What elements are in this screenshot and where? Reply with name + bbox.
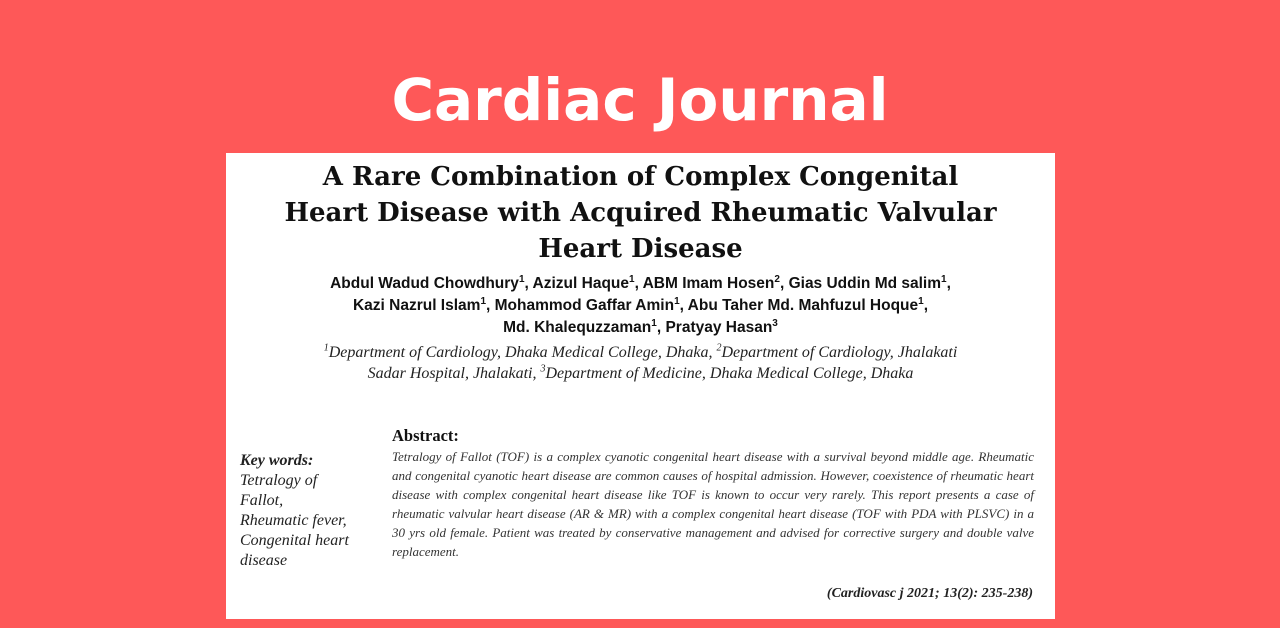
affiliation-line [226,342,1055,363]
author-affil-sup: 1 [518,273,525,285]
affil-sup: 2 [716,342,722,354]
author-line: Abdul Wadud Chowdhury$^1$, Azizul Haque$^1$, ABM Imam Hosen$^2$, Gias Uddin Md salim$^1$, [330,273,951,292]
author-name: Abdul Wadud Chowdhury [330,275,519,292]
author-name: Pratyay Hasan [665,319,773,336]
abstract-body: Tetralogy of Fallot (TOF) is a complex cyanotic congenital heart disease with a survival beyond middle age. Rheumatic and congenital cyanotic heart disease are common causes of hospital admission. However, coexistence of rheumatic heart disease with complex congenital heart disease like TOF is known to occur very rarely. This report presents a case of rheumatic valvular heart disease (AR & MR) with a complex congenital heart disease (TOF with PDA with PLSVC) in a 30 yrs old female. Patient was treated by conservative management and advised for corrective surgery and double valve replacement. [392,449,1034,559]
author-name: Gias Uddin Md salim [788,275,942,292]
keyword-line: Rheumatic fever, [240,512,347,529]
abstract-block [392,425,1034,561]
author-name: Md. Khalequzzaman [503,319,652,336]
paper-title [226,159,1055,267]
keywords-heading: Key words: [240,452,314,469]
author-name: Azizul Haque [532,275,629,292]
affil-text: Department of Cardiology, Jhalakati [721,344,958,361]
keyword-line: Congenital heart [240,532,349,549]
keyword-line: Fallot, [240,492,284,509]
affil-sup: 1 [323,342,329,354]
author-affil-sup: 1 [629,273,635,285]
author-name: Abu Taher Md. Mahfuzul Hoque [687,297,919,314]
author-line: Kazi Nazrul Islam$^1$, Mohammod Gaffar Amin$^1$, Abu Taher Md. Mahfuzul Hoque$^1$, [352,295,929,314]
author-affil-sup: 1 [651,317,657,329]
affil-text: Department of Cardiology, Dhaka Medical College, Dhaka, [328,344,717,361]
author-affil-sup: 1 [674,295,680,307]
affil-text: Department of Medicine, Dhaka Medical College, Dhaka [545,365,914,382]
abstract-heading: Abstract: [392,426,459,445]
affiliation-line [226,363,1055,384]
paper-title-line: Heart Disease with Acquired Rheumatic Valvular [284,198,997,228]
author-name: Mohammod Gaffar Amin [494,297,675,314]
paper-title-line: Heart Disease [538,234,743,264]
banner-title: Cardiac Journal [391,66,889,134]
affil-text: Sadar Hospital, Jhalakati, [367,365,541,382]
affiliations [226,342,1055,384]
keywords-block [240,451,380,571]
author-affil-sup: 1 [918,295,924,307]
keyword-line: Tetralogy of [240,472,318,489]
author-affil-sup: 3 [772,317,778,329]
author-affil-sup: 1 [941,273,947,285]
author-affil-sup: 1 [480,295,487,307]
paper-title-line: A Rare Combination of Complex Congenital [322,162,959,192]
paper-excerpt [226,153,1055,619]
author-affil-sup: 2 [774,273,780,285]
citation: (Cardiovasc j 2021; 13(2): 235-238) [826,586,1033,601]
author-line: Md. Khalequzzaman$^1$, Pratyay Hasan$^3$ [503,317,778,336]
author-list [226,273,1055,339]
author-name: Kazi Nazrul Islam [352,297,481,314]
author-name: ABM Imam Hosen [642,275,775,292]
keyword-line: disease [240,552,288,569]
affil-sup: 3 [540,363,546,375]
